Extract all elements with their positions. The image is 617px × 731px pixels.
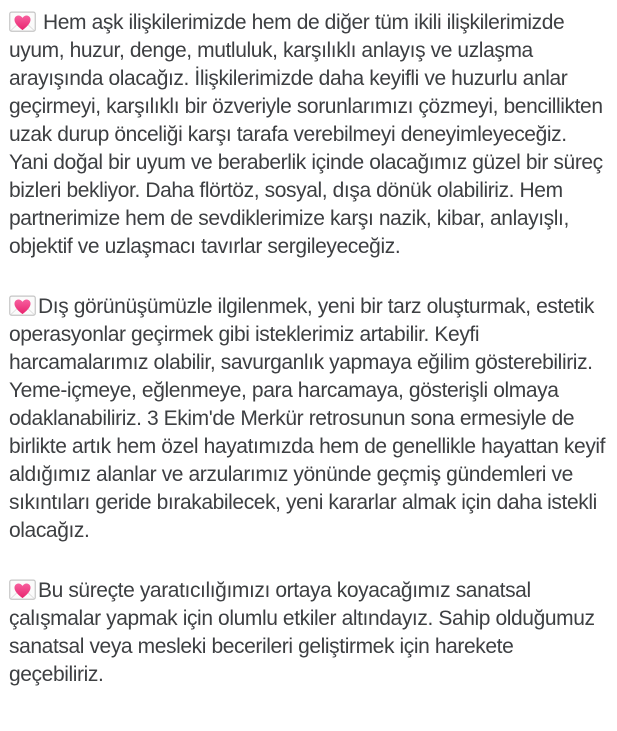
paragraph-text: Dış görünüşümüzle ilgilenmek, yeni bir tarz oluşturmak, estetik operasyonlar geçirmek gibi isteklerimiz artabilir. Keyfi harcamalarımız olabilir, savurganlık yapmaya eğilim gösterebiliriz. Yeme-içmeye, eğlenmeye, para harcamaya, gösterişli olmaya odaklanabiliriz. 3 Ekim'de Merkür retrosunun sona ermesiyle de birlikte artık hem özel hayatımızda hem de genellikle hayattan keyif aldığımız alanlar ve arzularımız yönünde geçmiş gündemleri ve sıkıntıları geride bırakabilecek, yeni kararlar almak için daha istekli olacağız. [9,295,606,542]
paragraph-text: Bu süreçte yaratıcılığımızı ortaya koyacağımız sanatsal çalışmalar yapmak için olumlu etkiler altındayız. Sahip olduğumuz sanatsal veya mesleki becerileri geliştirmek için harekete geçebiliriz. [9,579,595,686]
paragraph-appearance-spending [9,293,608,545]
love-letter-icon [9,10,36,33]
paragraph-text: Hem aşk ilişkilerimizde hem de diğer tüm ikili ilişkilerimizde uyum, huzur, denge, mutluluk, karşılıklı anlayış ve uzlaşma arayışında olacağız. İlişkilerimizde daha keyifli ve huzurlu anlar geçirmeyi, karşılıklı bir özveriyle sorunlarımızı çözmeyi, bencillikten uzak durup önceliği karşı tarafa verebilmeyi deneyimleyeceğiz. Yani doğal bir uyum ve beraberlik içinde olacağımız güzel bir süreç bizleri bekliyor. Daha flörtöz, sosyal, dışa dönük olabiliriz. Hem partnerimize hem de sevdiklerimize karşı nazik, kibar, anlayışlı, objektif ve uzlaşmacı tavırlar sergileyeceğiz. [9,11,603,258]
paragraph-creativity [9,577,608,689]
love-letter-icon [9,578,36,601]
love-letter-icon [9,294,36,317]
paragraph-relationships [9,9,608,261]
